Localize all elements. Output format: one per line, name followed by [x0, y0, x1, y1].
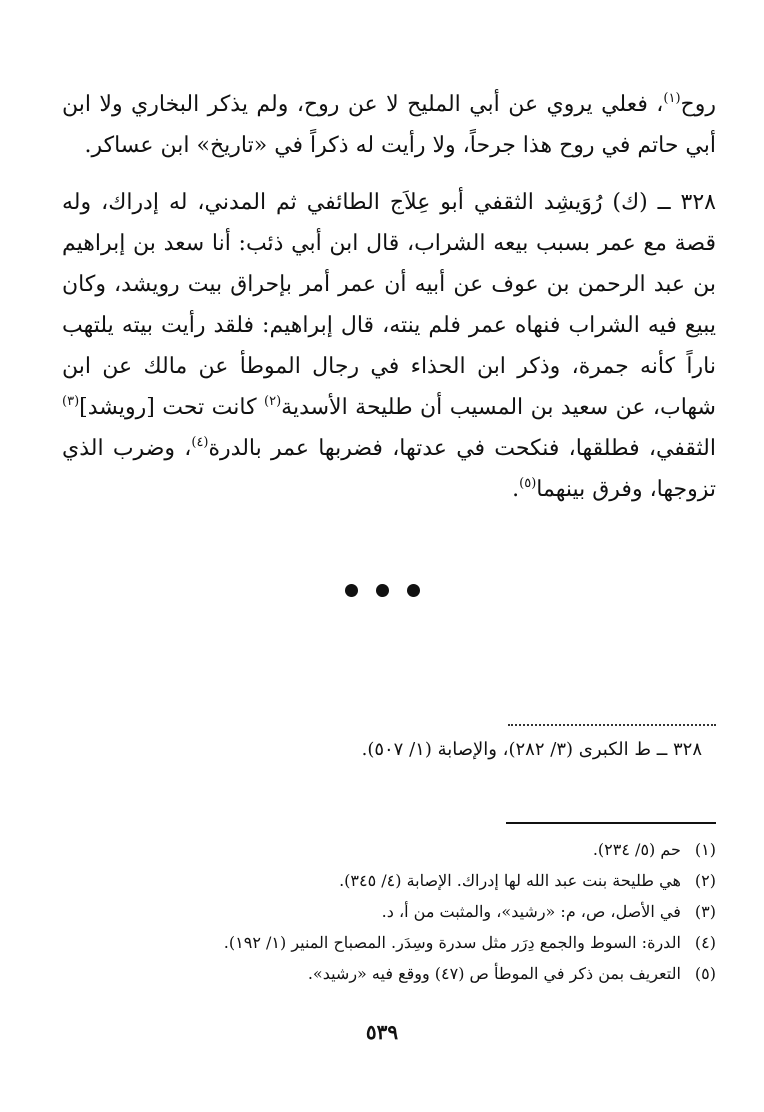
paragraph-continuation	[62, 84, 716, 166]
footnote-item	[62, 865, 716, 896]
footnote-number: (٥)	[694, 964, 716, 983]
text-fragment: كانت تحت [رويشد]	[79, 395, 265, 420]
footnote-text: التعريف بمن ذكر في الموطأ ص (٤٧) ووقع فيه «رشيد».	[307, 964, 681, 983]
footnote-item	[62, 896, 716, 927]
footnote-item	[62, 927, 716, 958]
footnote-ref[interactable]: (٤)	[191, 435, 209, 450]
footnote-ref[interactable]: (٢)	[264, 394, 282, 409]
source-dotted-rule	[508, 724, 716, 726]
footnote-ref[interactable]: (١)	[663, 91, 681, 106]
footnote-text: في الأصل، ص، م: «رشيد»، والمثبت من أ، د.	[381, 902, 681, 921]
entry-328-paragraph	[62, 182, 716, 510]
footnote-ref[interactable]: (٣)	[62, 394, 80, 409]
footnote-text: الدرة: السوط والجمع دِرَر مثل سدرة وسِدَر. المصباح المنير (١/ ١٩٢).	[223, 933, 681, 952]
footnote-rule	[506, 822, 716, 824]
text-fragment: ٣٢٨ ــ (ك) رُوَيشِد الثقفي أبو عِلاَج الطائفي ثم المدني، له إدراك، وله قصة مع عمر بسبب بيعه الشراب، قال ابن أبي ذئب: أنا سعد بن إبراهيم بن عبد الرحمن بن عوف عن أبيه أن عمر أمر بإحراق بيت رويشد، وكان يبيع فيه الشراب فنهاه عمر فلم ينته، قال إبراهيم: فلقد رأيت بيته يلتهب ناراً كأنه جمرة، وذكر ابن الحذاء في رجال الموطأ عن مالك عن ابن شهاب، عن سعيد بن المسيب أن طليحة الأسدية	[62, 190, 716, 420]
main-text	[62, 84, 716, 510]
text-fragment: روح	[680, 92, 716, 117]
text-fragment: ، فعلي يروي عن أبي المليح لا عن روح، ولم يذكر البخاري ولا ابن أبي حاتم في روح هذا جرحاً، ولا رأيت له ذكراً في «تاريخ» ابن عساكر.	[62, 92, 716, 158]
footnote-text: هي طليحة بنت عبد الله لها إدراك. الإصابة (٤/ ٣٤٥).	[339, 871, 681, 890]
footnote-item	[62, 958, 716, 989]
divider-dot	[345, 584, 358, 597]
section-divider	[0, 582, 764, 602]
footnote-number: (٢)	[694, 871, 716, 890]
footnote-text: حم (٥/ ٢٣٤).	[592, 840, 681, 859]
text-fragment: .	[512, 477, 520, 502]
footnote-number: (٤)	[694, 933, 716, 952]
text-fragment: الثقفي، فطلقها، فنكحت في عدتها، فضربها عمر بالدرة	[208, 436, 716, 461]
footnote-item	[62, 834, 716, 865]
footnote-ref[interactable]: (٥)	[519, 476, 537, 491]
footnote-number: (٣)	[694, 902, 716, 921]
footnotes-list	[62, 834, 716, 989]
divider-dot	[407, 584, 420, 597]
text-fragment: ، وضرب الذي تزوجها، وفرق بينهما	[62, 436, 716, 502]
source-note: ٣٢٨ ــ ط الكبرى (٣/ ٢٨٢)، والإصابة (١/ ٥٠٧).	[361, 739, 702, 760]
page-number: ٥٣٩	[365, 1020, 399, 1044]
divider-dot	[376, 584, 389, 597]
footnote-number: (١)	[694, 840, 716, 859]
